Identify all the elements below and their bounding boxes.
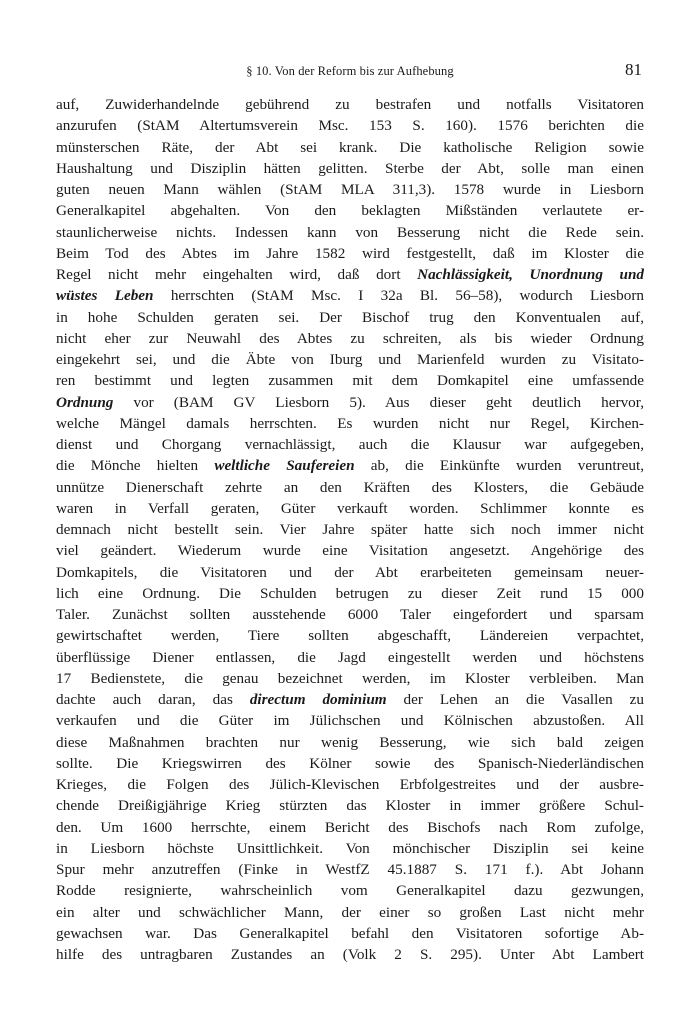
- text-segment: Domkapitels, die Visitatoren und der Abt erarbeiteten gemeinsam neuer-: [56, 563, 644, 581]
- text-line: [56, 880, 644, 901]
- text-segment: Haushaltung und Disziplin hätten gelitten. Sterbe der Abt, solle man einen: [56, 159, 644, 177]
- text-segment: münsterschen Räte, der Abt sei krank. Die katholische Religion sowie: [56, 138, 644, 156]
- text-segment: Taler. Zunächst sollten ausstehende 6000 Taler eingefordert und sparsam: [56, 606, 644, 623]
- text-segment: chende Dreißigjährige Krieg stürzten das Kloster in immer größere Schul-: [56, 797, 644, 815]
- text-line: [56, 668, 644, 689]
- text-segment: überflüssige Diener entlassen, die Jagd eingestellt werden und höchstens: [56, 648, 644, 666]
- text-line: [56, 179, 644, 200]
- text-line: [56, 753, 644, 774]
- text-segment: Regel nicht mehr eingehalten wird, daß dort: [56, 266, 418, 283]
- emphasized-quote: directum dominium: [249, 691, 387, 708]
- text-segment: gewachsen war. Das Generalkapitel befahl den Visitatoren sofortige Ab-: [56, 924, 644, 942]
- text-segment: viel geändert. Wiederum wurde eine Visitation angesetzt. Angehörige des: [56, 542, 644, 560]
- text-segment: verkaufen und die Güter im Jülichschen und Kölnischen abzustoßen. All: [56, 712, 644, 730]
- text-line: [56, 562, 644, 583]
- text-line: [56, 604, 644, 625]
- text-segment: ab, die Einkünfte wurden veruntreut,: [354, 457, 644, 475]
- text-segment: die Mönche hielten: [56, 457, 215, 475]
- text-segment: vor (BAM GV Liesborn 5). Aus dieser geht deutlich hervor,: [113, 393, 644, 411]
- text-line: [56, 94, 644, 115]
- text-segment: 17 Bedienstete, die genau bezeichnet werden, im Kloster verbleiben. Man: [56, 669, 644, 687]
- text-segment: hilfe des untragbaren Zustandes an (Volk 2 S. 295). Unter Abt Lambert: [56, 946, 644, 963]
- text-line: [56, 434, 644, 455]
- text-line: [56, 859, 644, 880]
- text-line: [56, 817, 644, 838]
- body-text: [56, 94, 644, 965]
- text-segment: der Lehen an die Vasallen zu: [386, 691, 644, 708]
- running-header: [56, 60, 644, 82]
- text-segment: auf, Zuwiderhandelnde gebührend zu bestrafen und notfalls Visitatoren: [56, 96, 644, 113]
- text-line: [56, 349, 644, 370]
- text-segment: in Liesborn höchste Unsittlichkeit. Von mönchischer Disziplin sei keine: [56, 839, 644, 857]
- text-line: [56, 392, 644, 413]
- text-segment: waren in Verfall geraten, Güter verkauft worden. Schlimmer konnte es: [56, 499, 644, 517]
- text-segment: Beim Tod des Abtes im Jahre 1582 wird festgestellt, daß im Kloster die: [56, 244, 644, 262]
- text-segment: anzurufen (StAM Altertumsverein Msc. 153 S. 160). 1576 berichten die: [56, 117, 644, 135]
- text-segment: nicht eher zur Neuwahl des Abtes zu schreiten, als bis wieder Ordnung: [56, 329, 644, 347]
- text-segment: dachte auch daran, das: [56, 691, 250, 708]
- text-line: [56, 285, 644, 306]
- text-line: [56, 774, 644, 795]
- text-line: [56, 710, 644, 731]
- text-line: [56, 795, 644, 816]
- emphasized-quote: weltliche Saufereien: [214, 457, 355, 475]
- text-segment: Krieges, die Folgen des Jülich-Klevischen Erbfolgestreites und der ausbre-: [56, 776, 644, 793]
- text-segment: eingekehrt sei, und die Äbte von Iburg und Marienfeld wurden zu Visitato-: [56, 351, 644, 368]
- text-segment: Rodde resignierte, wahrscheinlich vom Generalkapitel dazu gezwungen,: [56, 882, 644, 900]
- text-segment: sollte. Die Kriegswirren des Kölner sowie des Spanisch-Niederländischen: [56, 754, 644, 772]
- emphasized-quote: Nachlässigkeit, Unordnung und: [417, 266, 644, 283]
- text-segment: unnütze Dienerschaft zehrte an den Kräften des Klosters, die Gebäude: [56, 478, 644, 496]
- text-line: [56, 455, 644, 476]
- text-line: [56, 732, 644, 753]
- text-segment: dienst und Chorgang vernachlässigt, auch die Klausur war aufgegeben,: [56, 436, 644, 453]
- text-segment: diese Maßnahmen brachten nur wenig Besserung, wie sich bald zeigen: [56, 733, 644, 751]
- text-segment: demnach nicht bestellt sein. Vier Jahre später hatte sich noch immer nicht: [56, 521, 644, 538]
- text-segment: welche Mängel damals herrschten. Es wurden nicht nur Regel, Kirchen-: [56, 414, 644, 432]
- text-line: [56, 689, 644, 710]
- text-line: [56, 477, 644, 498]
- text-segment: Spur mehr anzutreffen (Finke in WestfZ 45.1887 S. 171 f.). Abt Johann: [56, 861, 644, 878]
- text-segment: guten neuen Mann wählen (StAM MLA 311,3). 1578 wurde in Liesborn: [56, 181, 644, 198]
- text-line: [56, 498, 644, 519]
- text-segment: lich eine Ordnung. Die Schulden betrugen zu dieser Zeit rund 15 000: [56, 584, 644, 602]
- text-line: [56, 944, 644, 965]
- text-line: [56, 200, 644, 221]
- text-segment: staunlicherweise nichts. Indessen kann von Besserung nicht die Rede sein.: [56, 223, 644, 241]
- text-segment: ein alter und schwächlicher Mann, der einer so großen Last nicht mehr: [56, 903, 644, 921]
- text-line: [56, 540, 644, 561]
- text-line: [56, 137, 644, 158]
- text-line: [56, 519, 644, 540]
- text-line: [56, 328, 644, 349]
- text-line: [56, 307, 644, 328]
- text-line: [56, 264, 644, 285]
- text-segment: Generalkapitel abgehalten. Von den beklagten Mißständen verlautete er-: [56, 202, 644, 220]
- text-line: [56, 413, 644, 434]
- page-number: 81: [625, 60, 642, 79]
- emphasized-quote: Ordnung: [56, 393, 114, 411]
- text-line: [56, 115, 644, 136]
- emphasized-quote: wüstes Leben: [56, 287, 154, 305]
- text-segment: ren bestimmt und legten zusammen mit dem Domkapitel eine umfassende: [56, 372, 644, 390]
- text-line: [56, 923, 644, 944]
- text-line: [56, 158, 644, 179]
- text-line: [56, 243, 644, 264]
- text-line: [56, 625, 644, 646]
- text-line: [56, 647, 644, 668]
- text-segment: gewirtschaftet werden, Tiere sollten abgeschafft, Ländereien verpachtet,: [56, 627, 644, 645]
- text-line: [56, 222, 644, 243]
- text-line: [56, 370, 644, 391]
- running-title: § 10. Von der Reform bis zur Aufhebung: [246, 64, 454, 78]
- text-line: [56, 583, 644, 604]
- text-segment: herrschten (StAM Msc. I 32a Bl. 56–58), wodurch Liesborn: [153, 287, 644, 305]
- text-segment: den. Um 1600 herrschte, einem Bericht des Bischofs nach Rom zufolge,: [56, 818, 644, 836]
- text-line: [56, 902, 644, 923]
- text-segment: in hohe Schulden geraten sei. Der Bischof trug den Konventualen auf,: [56, 308, 644, 326]
- text-line: [56, 838, 644, 859]
